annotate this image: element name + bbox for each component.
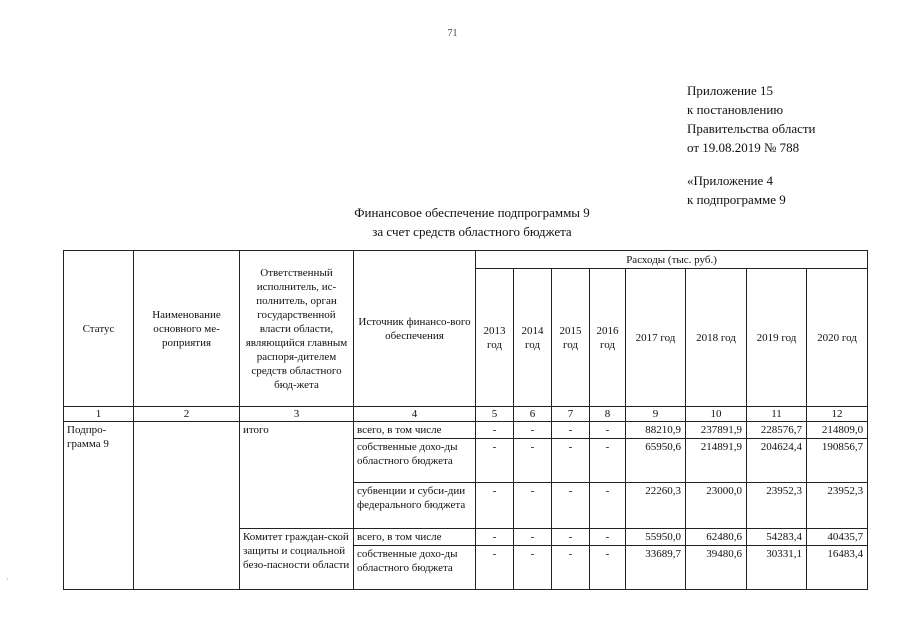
header-year: 2014 год: [514, 269, 552, 407]
value-cell: 33689,7: [626, 546, 686, 590]
value-cell: -: [514, 422, 552, 439]
value-cell: -: [476, 529, 514, 546]
header-source: Источник финансо-вого обеспечения: [354, 251, 476, 407]
appendix-line: к постановлению: [687, 102, 784, 117]
header-executor: Ответственный исполнитель, ис-полнитель, орган государственной власти области, являющийся главным распоря-дителем средств областного бюд-жета: [240, 251, 354, 407]
value-cell: 228576,7: [747, 422, 807, 439]
value-cell: -: [590, 483, 626, 529]
header-year: 2013 год: [476, 269, 514, 407]
value-cell: 54283,4: [747, 529, 807, 546]
header-year: 2018 год: [686, 269, 747, 407]
value-cell: 22260,3: [626, 483, 686, 529]
value-cell: -: [590, 439, 626, 483]
column-number-row: [64, 407, 868, 422]
executor-cell: итого: [240, 422, 354, 529]
source-cell: субвенции и субси-дии федерального бюджета: [354, 483, 476, 529]
value-cell: 40435,7: [807, 529, 868, 546]
appendix-line: от 19.08.2019 № 788: [687, 140, 800, 155]
value-cell: 16483,4: [807, 546, 868, 590]
header-year: 2015 год: [552, 269, 590, 407]
value-cell: 88210,9: [626, 422, 686, 439]
column-number: 2: [134, 407, 240, 422]
status-cell: Подпро-грамма 9: [64, 422, 134, 590]
appendix-line: Правительства области: [687, 121, 816, 136]
header-year: 2019 год: [747, 269, 807, 407]
column-number: 7: [552, 407, 590, 422]
financing-table: [63, 250, 868, 590]
measure-cell: [134, 422, 240, 590]
title-line: Финансовое обеспечение подпрограммы 9: [354, 205, 590, 220]
value-cell: -: [590, 529, 626, 546]
value-cell: -: [552, 439, 590, 483]
scan-edge-mark: ·: [6, 575, 9, 584]
value-cell: 214809,0: [807, 422, 868, 439]
appendix-line: Приложение 15: [687, 83, 774, 98]
value-cell: 237891,9: [686, 422, 747, 439]
source-cell: всего, в том числе: [354, 529, 476, 546]
column-number: 4: [354, 407, 476, 422]
header-year: 2017 год: [626, 269, 686, 407]
value-cell: -: [476, 546, 514, 590]
value-cell: -: [590, 546, 626, 590]
page-number: 71: [447, 28, 458, 39]
appendix-block: [687, 81, 816, 209]
value-cell: 214891,9: [686, 439, 747, 483]
column-number: 11: [747, 407, 807, 422]
header-year: 2020 год: [807, 269, 868, 407]
value-cell: 62480,6: [686, 529, 747, 546]
column-number: 3: [240, 407, 354, 422]
column-number: 5: [476, 407, 514, 422]
value-cell: 190856,7: [807, 439, 868, 483]
value-cell: -: [476, 439, 514, 483]
value-cell: 23952,3: [807, 483, 868, 529]
column-number: 6: [514, 407, 552, 422]
header-status: Статус: [64, 251, 134, 407]
value-cell: -: [476, 422, 514, 439]
value-cell: 23952,3: [747, 483, 807, 529]
appendix-line: к подпрограмме 9: [687, 192, 786, 207]
table-row: [64, 422, 868, 439]
value-cell: 39480,6: [686, 546, 747, 590]
value-cell: 65950,6: [626, 439, 686, 483]
executor-cell: Комитет граждан-ской защиты и социальной безо-пасности области: [240, 529, 354, 590]
column-number: 9: [626, 407, 686, 422]
value-cell: 55950,0: [626, 529, 686, 546]
value-cell: -: [514, 439, 552, 483]
header-expenses: Расходы (тыс. руб.): [476, 251, 868, 269]
appendix-line: «Приложение 4: [687, 173, 774, 188]
value-cell: 23000,0: [686, 483, 747, 529]
header-measure: Наименование основного ме-роприятия: [134, 251, 240, 407]
header-year: 2016 год: [590, 269, 626, 407]
title-line: за счет средств областного бюджета: [372, 224, 572, 239]
column-number: 12: [807, 407, 868, 422]
source-cell: всего, в том числе: [354, 422, 476, 439]
value-cell: -: [514, 529, 552, 546]
value-cell: -: [514, 546, 552, 590]
value-cell: 204624,4: [747, 439, 807, 483]
column-number: 8: [590, 407, 626, 422]
source-cell: собственные дохо-ды областного бюджета: [354, 439, 476, 483]
value-cell: -: [552, 422, 590, 439]
value-cell: -: [590, 422, 626, 439]
value-cell: -: [552, 546, 590, 590]
document-title: [0, 203, 905, 241]
value-cell: -: [552, 483, 590, 529]
column-number: 1: [64, 407, 134, 422]
value-cell: -: [514, 483, 552, 529]
value-cell: -: [552, 529, 590, 546]
value-cell: 30331,1: [747, 546, 807, 590]
column-number: 10: [686, 407, 747, 422]
source-cell: собственные дохо-ды областного бюджета: [354, 546, 476, 590]
value-cell: -: [476, 483, 514, 529]
